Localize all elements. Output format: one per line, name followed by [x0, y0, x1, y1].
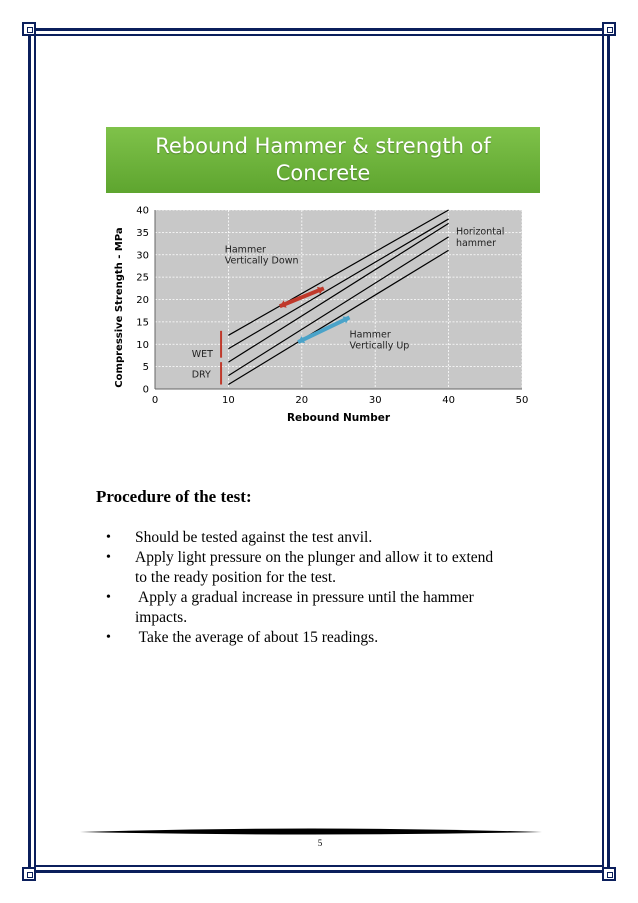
annotation-hammer-up: Vertically Up	[349, 340, 410, 352]
y-tick-label: 5	[142, 362, 149, 374]
list-item-text: Take the average of about 15 readings.	[135, 629, 379, 646]
y-tick-label: 30	[136, 250, 149, 262]
y-tick-label: 10	[136, 339, 149, 351]
list-item	[100, 548, 540, 588]
section-heading: Procedure of the test:	[96, 487, 252, 506]
y-tick-label: 20	[136, 295, 149, 306]
annotation-hammer-up: Hammer	[349, 329, 391, 341]
list-item-text-cont: to the ready position for the test.	[135, 569, 337, 586]
bullet-icon: •	[106, 550, 111, 565]
x-tick-label: 0	[151, 395, 159, 406]
y-tick-label: 0	[142, 384, 149, 396]
x-tick-label: 50	[515, 395, 529, 406]
y-axis-label: Compressive Strength - MPa	[114, 227, 125, 388]
bullet-icon: •	[106, 630, 111, 645]
x-axis-label: Rebound Number	[286, 412, 391, 424]
chart-figure	[106, 127, 540, 427]
page-number: 5	[317, 838, 323, 848]
chart-plot	[106, 193, 540, 427]
y-tick-label: 15	[136, 317, 149, 329]
annotation-wet: WET	[191, 348, 213, 360]
annotation-horizontal: Horizontal	[455, 226, 505, 238]
x-tick-label: 10	[222, 395, 235, 406]
y-tick-label: 25	[136, 272, 149, 284]
annotation-hammer-down: Hammer	[224, 244, 266, 256]
x-tick-label: 40	[442, 395, 455, 406]
list-item-text: Apply a gradual increase in pressure until the hammer	[135, 589, 474, 606]
corner-ornament-top-right	[602, 22, 616, 36]
list-item	[100, 628, 540, 648]
y-tick-label: 35	[136, 227, 149, 239]
footer-divider	[80, 826, 542, 838]
list-item-text-cont: impacts.	[135, 609, 188, 626]
corner-ornament-bottom-left	[22, 867, 36, 881]
x-tick-label: 20	[295, 395, 309, 406]
annotation-dry: DRY	[191, 369, 211, 381]
list-item	[100, 588, 540, 628]
x-tick-label: 30	[368, 395, 382, 406]
corner-ornament-top-left	[22, 22, 36, 36]
chart-title-line-2: Concrete	[275, 161, 371, 185]
procedure-list	[100, 528, 540, 648]
annotation-hammer-down: Vertically Down	[224, 255, 299, 267]
bullet-icon: •	[106, 590, 111, 605]
corner-ornament-bottom-right	[602, 867, 616, 881]
y-tick-label: 40	[136, 205, 149, 217]
list-item-text: Should be tested against the test anvil.	[135, 529, 373, 546]
list-item-text: Apply light pressure on the plunger and allow it to extend	[135, 549, 494, 566]
annotation-horizontal: hammer	[455, 237, 497, 249]
list-item	[100, 528, 540, 548]
chart-title-banner	[106, 127, 540, 193]
bullet-icon: •	[106, 530, 111, 545]
chart-title-line-1: Rebound Hammer & strength of	[155, 134, 491, 158]
